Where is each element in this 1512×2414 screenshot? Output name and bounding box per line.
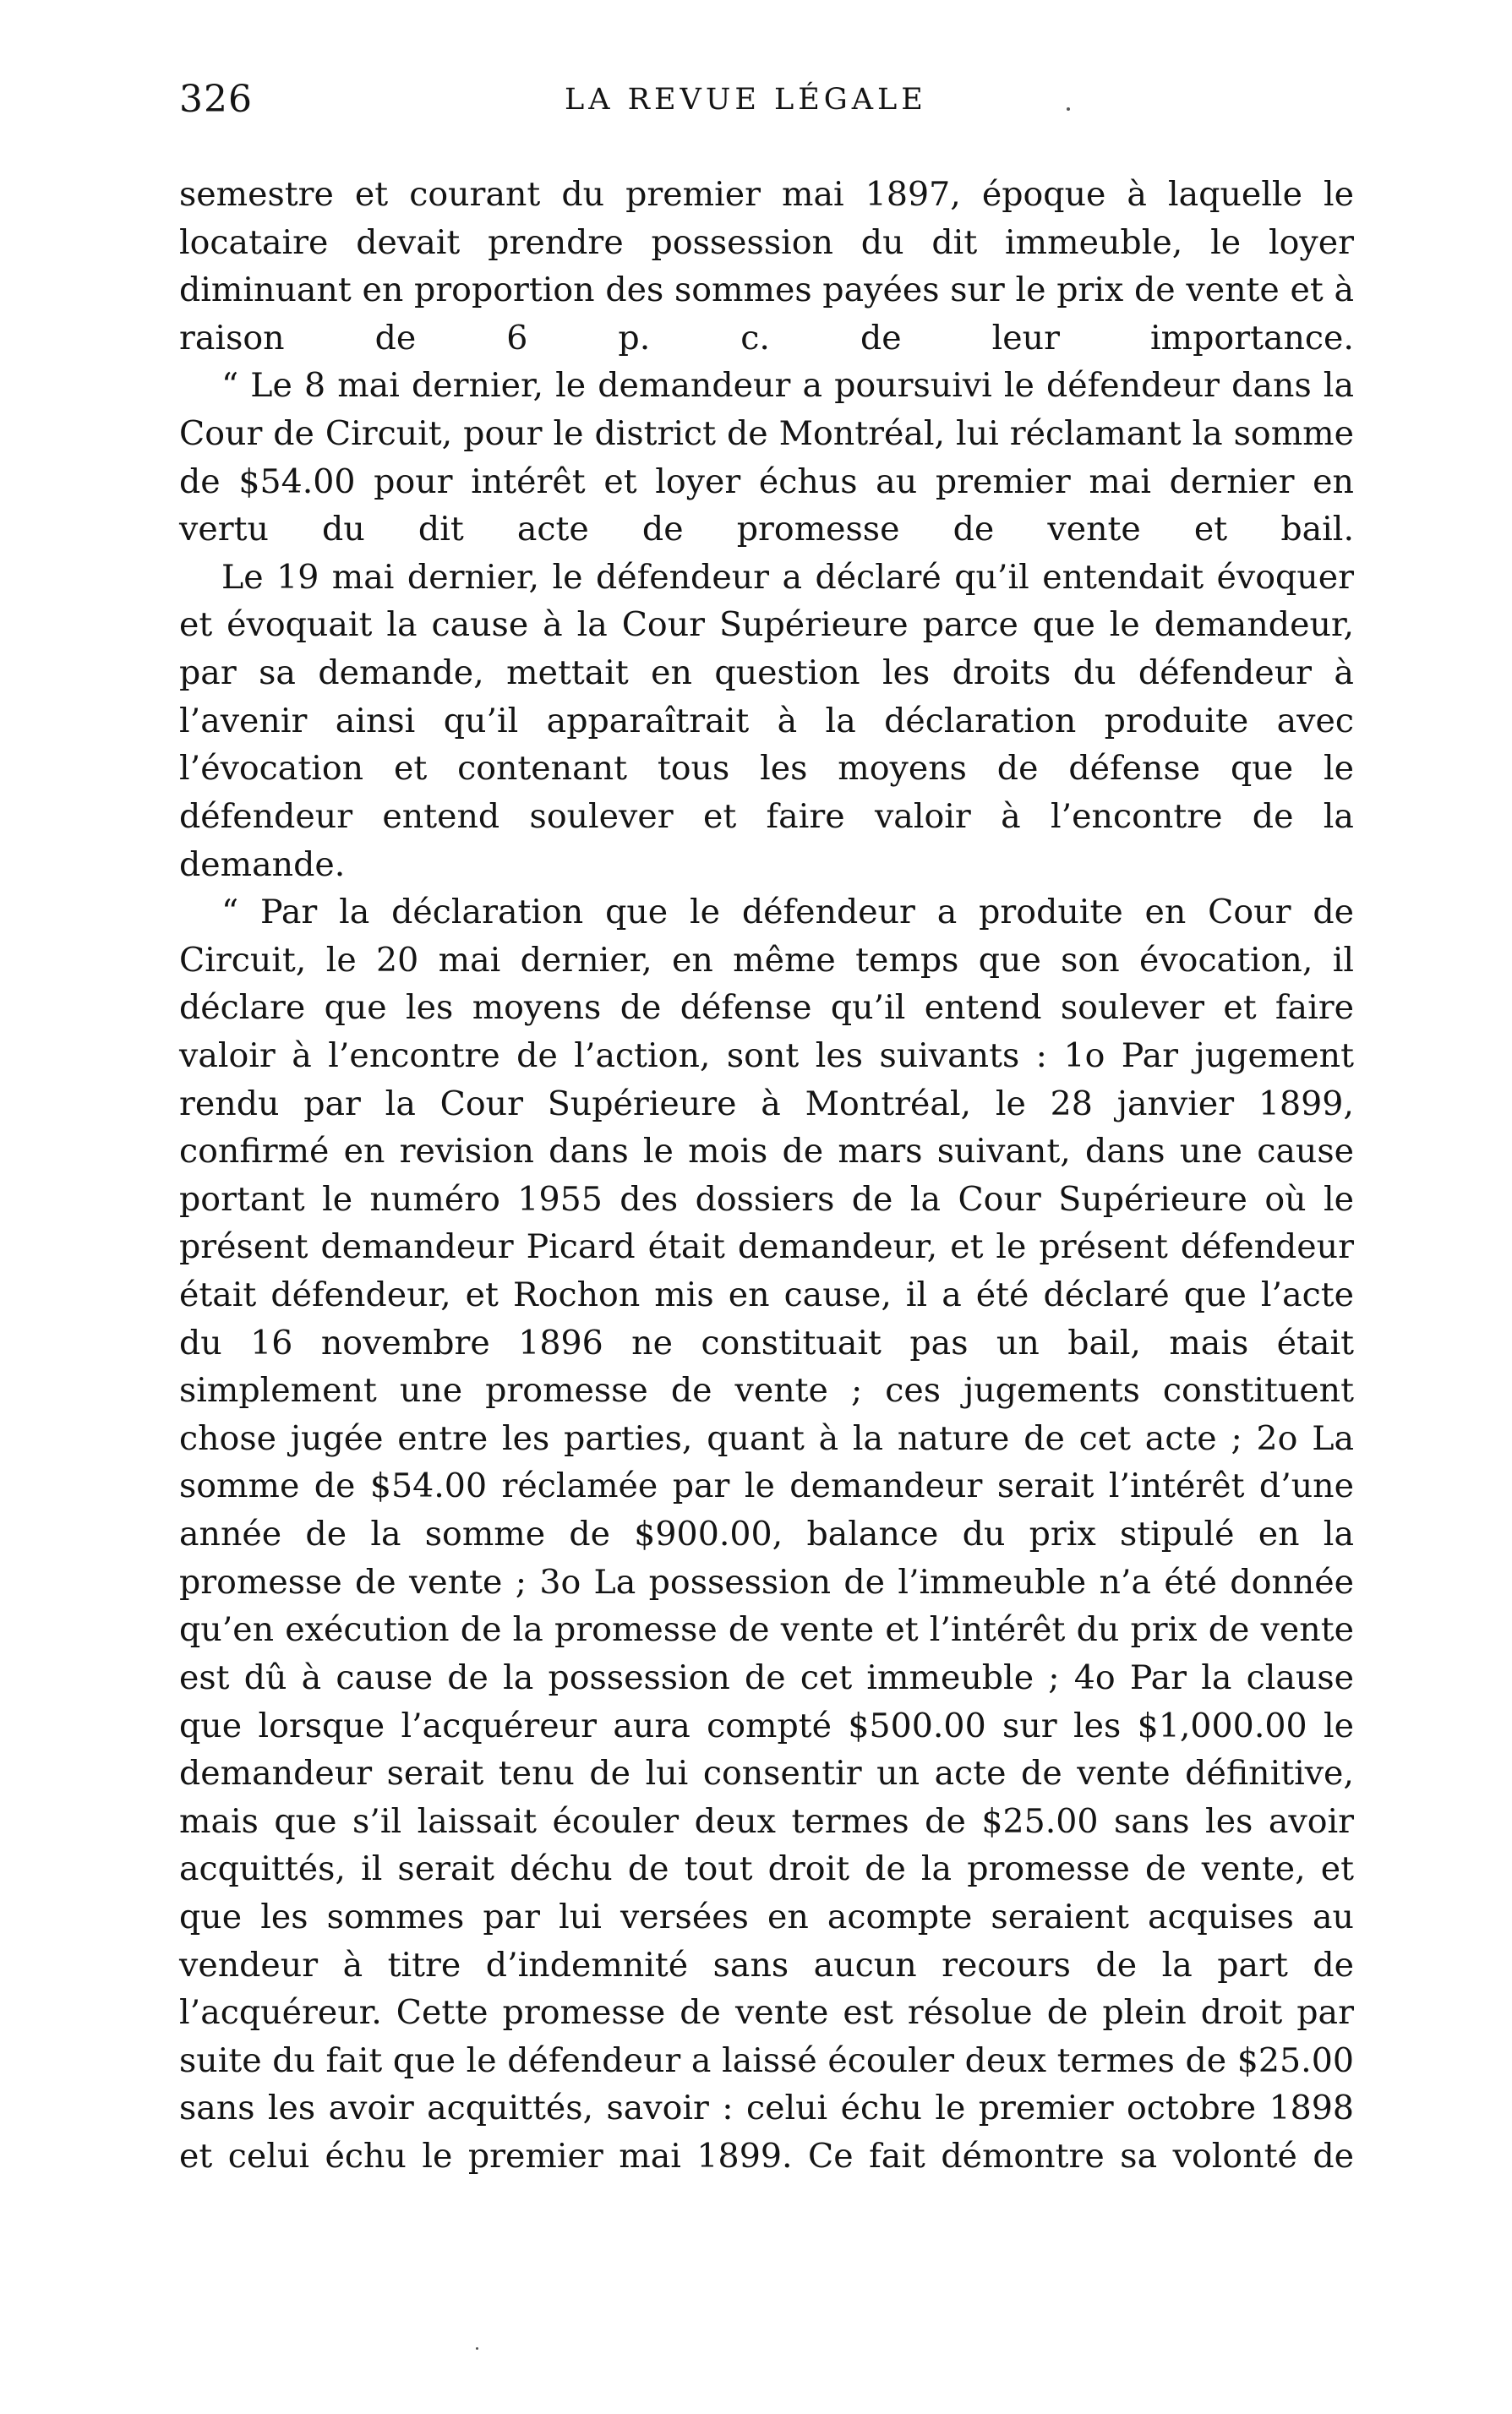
page-number: 326 <box>179 78 253 121</box>
paragraph-2: “ Le 8 mai dernier, le demandeur a poursuivi le défendeur dans la Cour de Circuit, pour le district de Montréal, lui réclamant la somme de $54.00 pour intérêt et loyer échus au premier mai dernier en vertu du dit acte de promesse de vente et bail. <box>179 366 1354 549</box>
paragraph-3: Le 19 mai dernier, le défendeur a déclaré qu’il entendait évoquer et évoquait la cause à la Cour Supérieure parce que le demandeur, par sa demande, mettait en question les droits du défendeur à l’avenir ainsi qu’il apparaîtrait à la déclaration produite avec l’évocation et contenant tous les moyens de défense que le défendeur entend soulever et faire valoir à l’encontre de la demande. <box>179 557 1354 884</box>
print-speck <box>476 2347 478 2350</box>
running-title: LA REVUE LÉGALE <box>565 83 927 117</box>
paragraph-1: semestre et courant du premier mai 1897, époque à laquelle le locataire devait prendre possession du dit immeuble, le loyer diminuant en proportion des sommes payées sur le prix de vente et à raison de 6 p. c. de leur importance. <box>179 175 1354 358</box>
print-speck <box>1067 107 1070 111</box>
body-text <box>179 171 1354 2181</box>
paragraph-4: “ Par la déclaration que le défendeur a produite en Cour de Circuit, le 20 mai dernier, en même temps que son évocation, il déclare que les moyens de défense qu’il entend soulever et faire valoir à l’encontre de l’action, sont les suivants : 1o Par jugement rendu par la Cour Supérieure à Montréal, le 28 janvier 1899, confirmé en revision dans le mois de mars suivant, dans une cause portant le numéro 1955 des dossiers de la Cour Supérieure où le présent demandeur Picard était demandeur, et le présent défendeur était défendeur, et Rochon mis en cause, il a été déclaré que l’acte du 16 novembre 1896 ne constituait pas un bail, mais était simplement une promesse de vente ; ces jugements constituent chose jugée entre les parties, quant à la nature de cet acte ; 2o La somme de $54.00 réclamée par le demandeur serait l’intérêt d’une année de la somme de $900.00, balance du prix stipulé en la promesse de vente ; 3o La possession de l’immeuble n’a été donnée qu’en exécution de la promesse de vente et l’intérêt du prix de vente est dû à cause de la possession de cet immeuble ; 4o Par la clause que lorsque l’acquéreur aura compté $500.00 sur les $1,000.00 le demandeur serait tenu de lui consentir un acte de vente définitive, mais que s’il laissait écouler deux termes de $25.00 sans les avoir acquittés, il serait déchu de tout droit de la promesse de vente, et que les sommes par lui versées en acompte seraient acquises au vendeur à titre d’indemnité sans aucun recours de la part de l’acquéreur. Cette promesse de vente est résolue de plein droit par suite du fait que le défendeur a laissé écouler deux termes de $25.00 sans les avoir acquittés, savoir : celui échu le premier octobre 1898 et celui échu le premier mai 1899. Ce fait démontre sa volonté de <box>179 893 1354 2176</box>
running-head <box>179 74 1354 125</box>
